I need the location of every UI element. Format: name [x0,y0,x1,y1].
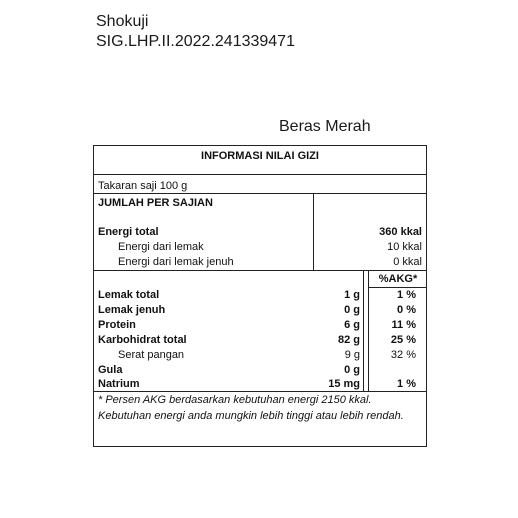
brand-name: Shokuji [96,13,149,30]
akg-heading-divider [368,287,426,288]
product-name: Beras Merah [279,118,371,135]
nutrient-label: Karbohidrat total [98,334,187,346]
nutrient-label: Natrium [98,378,140,390]
nutrient-label: Serat pangan [118,349,185,361]
nutrient-amount: 0 g [344,364,360,376]
panel-title: INFORMASI NILAI GIZI [201,150,319,162]
energy-label: Energi dari lemak jenuh [118,256,234,268]
amount-divider [363,270,364,391]
nutrient-akg: 1 % [397,378,416,390]
akg-heading: %AKG* [378,273,418,285]
energy-label: Energi total [98,226,159,238]
per-serving-heading: JUMLAH PER SAJIAN [98,197,213,209]
nutrition-facts-panel [93,145,427,447]
footnote: * Persen AKG berdasarkan kebutuhan energi 2150 kkal. Kebutuhan energi anda mungkin lebih tinggi atau lebih rendah. [98,394,404,422]
energy-value: 10 kkal [387,241,422,253]
divider [94,270,426,271]
nutrient-label: Gula [98,364,123,376]
serving-size: Takaran saji 100 g [98,180,188,192]
energy-label: Energi dari lemak [118,241,204,253]
energy-value: 360 kkal [379,226,422,238]
nutrient-amount: 6 g [344,319,360,331]
nutrient-label: Lemak total [98,289,160,301]
nutrient-akg: 11 % [391,319,416,331]
nutrient-label: Lemak jenuh [98,304,166,316]
nutrient-akg: 1 % [397,289,416,301]
nutrient-amount: 1 g [344,289,360,301]
nutrient-amount: 15 mg [328,378,360,390]
energy-value: 0 kkal [393,256,422,268]
registration-number: SIG.LHP.II.2022.241339471 [96,33,295,50]
nutrient-amount: 82 g [337,334,360,346]
nutrient-akg: 32 % [390,349,416,361]
nutrient-amount: 0 g [344,304,360,316]
divider [94,193,426,194]
akg-divider [368,270,369,391]
header [96,12,295,52]
energy-divider [313,193,314,270]
nutrient-akg: 0 % [397,304,416,316]
divider [94,174,426,175]
nutrient-akg: 25 % [390,334,416,346]
nutrient-label: Protein [98,319,136,331]
nutrient-amount: 9 g [344,349,360,361]
